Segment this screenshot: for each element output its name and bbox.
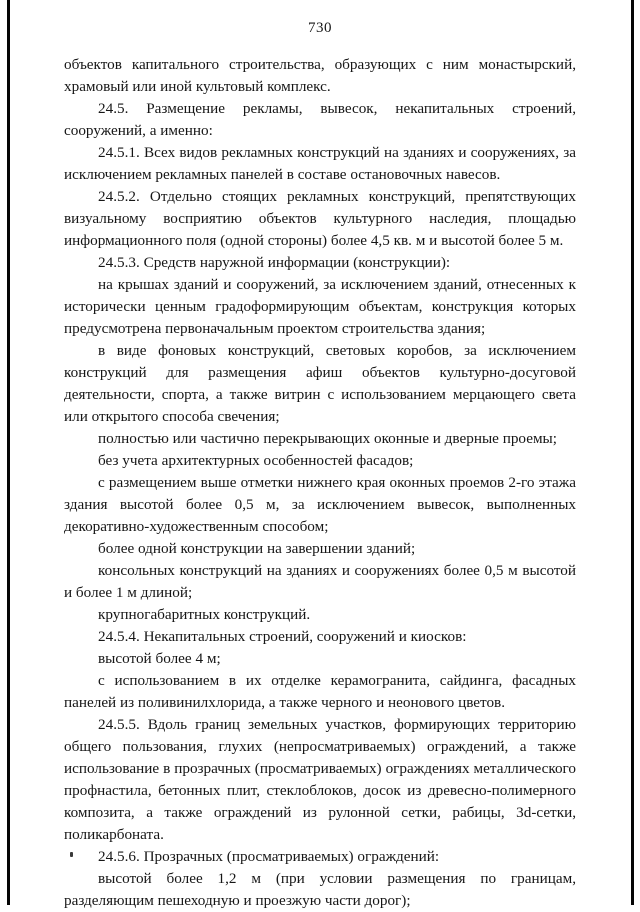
paragraph: в виде фоновых конструкций, световых коробов, за исключением конструкций для размещения афиш объектов культурно-досуговой деятельности, спорта, а также витрин с использованием мерцающего света или открытого способа свечения; <box>64 342 576 425</box>
scan-artifact <box>70 852 73 857</box>
paragraph: полностью или частично перекрывающих оконные и дверные проемы; <box>98 430 557 447</box>
paragraph: 24.5.3. Средств наружной информации (конструкции): <box>98 254 451 271</box>
paragraph: без учета архитектурных особенностей фасадов; <box>98 452 414 469</box>
paragraph: объектов капитального строительства, образующих с ним монастырский, храмовый или иной культовый комплекс. <box>64 56 576 95</box>
paragraph: высотой более 4 м; <box>98 650 221 667</box>
paragraph: крупногабаритных конструкций. <box>98 606 311 623</box>
paragraph: 24.5. Размещение рекламы, вывесок, некапитальных строений, сооружений, а именно: <box>64 100 576 139</box>
paragraph: 24.5.5. Вдоль границ земельных участков, формирующих территорию общего пользования, глухих (непросматриваемых) ограждений, а также использование в прозрачных (просматриваемых) ограждениях металлического профнастила, бетонных плит, стеклоблоков, досок из древесно-полимерного композита, а также ограждений из рулонной сетки, рабицы, 3d-сетки, поликарбоната. <box>64 716 576 843</box>
page-number: 730 <box>308 20 332 36</box>
paragraph: 24.5.4. Некапитальных строений, сооружений и киосков: <box>98 628 467 645</box>
paragraph: более одной конструкции на завершении зданий; <box>98 540 416 557</box>
paragraph: консольных конструкций на зданиях и сооружениях более 0,5 м высотой и более 1 м длиной; <box>64 562 576 601</box>
paragraph: на крышах зданий и сооружений, за исключением зданий, отнесенных к исторически ценным градоформирующим объектам, конструкция которых предусмотрена первоначальным проектом строительства здания; <box>64 276 576 337</box>
paragraph: с размещением выше отметки нижнего края оконных проемов 2-го этажа здания высотой более 0,5 м, за исключением вывесок, выполненных декоративно-художественным способом; <box>64 474 576 535</box>
paragraph: с использованием в их отделке керамогранита, сайдинга, фасадных панелей из поливинилхлорида, а также черного и неонового цветов. <box>64 672 576 711</box>
paragraph: высотой более 1,2 м (при условии размещения по границам, разделяющим пешеходную и проезжую части дорог); <box>64 870 576 909</box>
document-body <box>64 54 576 912</box>
paragraph: 24.5.2. Отдельно стоящих рекламных конструкций, препятствующих визуальному восприятию объектов культурного наследия, площадью информационного поля (одной стороны) более 4,5 кв. м и высотой более 5 м. <box>64 188 576 249</box>
scan-border-right <box>631 0 634 905</box>
scan-border-left <box>7 0 10 905</box>
paragraph: 24.5.1. Всех видов рекламных конструкций на зданиях и сооружениях, за исключением рекламных панелей в составе остановочных навесов. <box>64 144 576 183</box>
paragraph: 24.5.6. Прозрачных (просматриваемых) ограждений: <box>98 848 440 865</box>
